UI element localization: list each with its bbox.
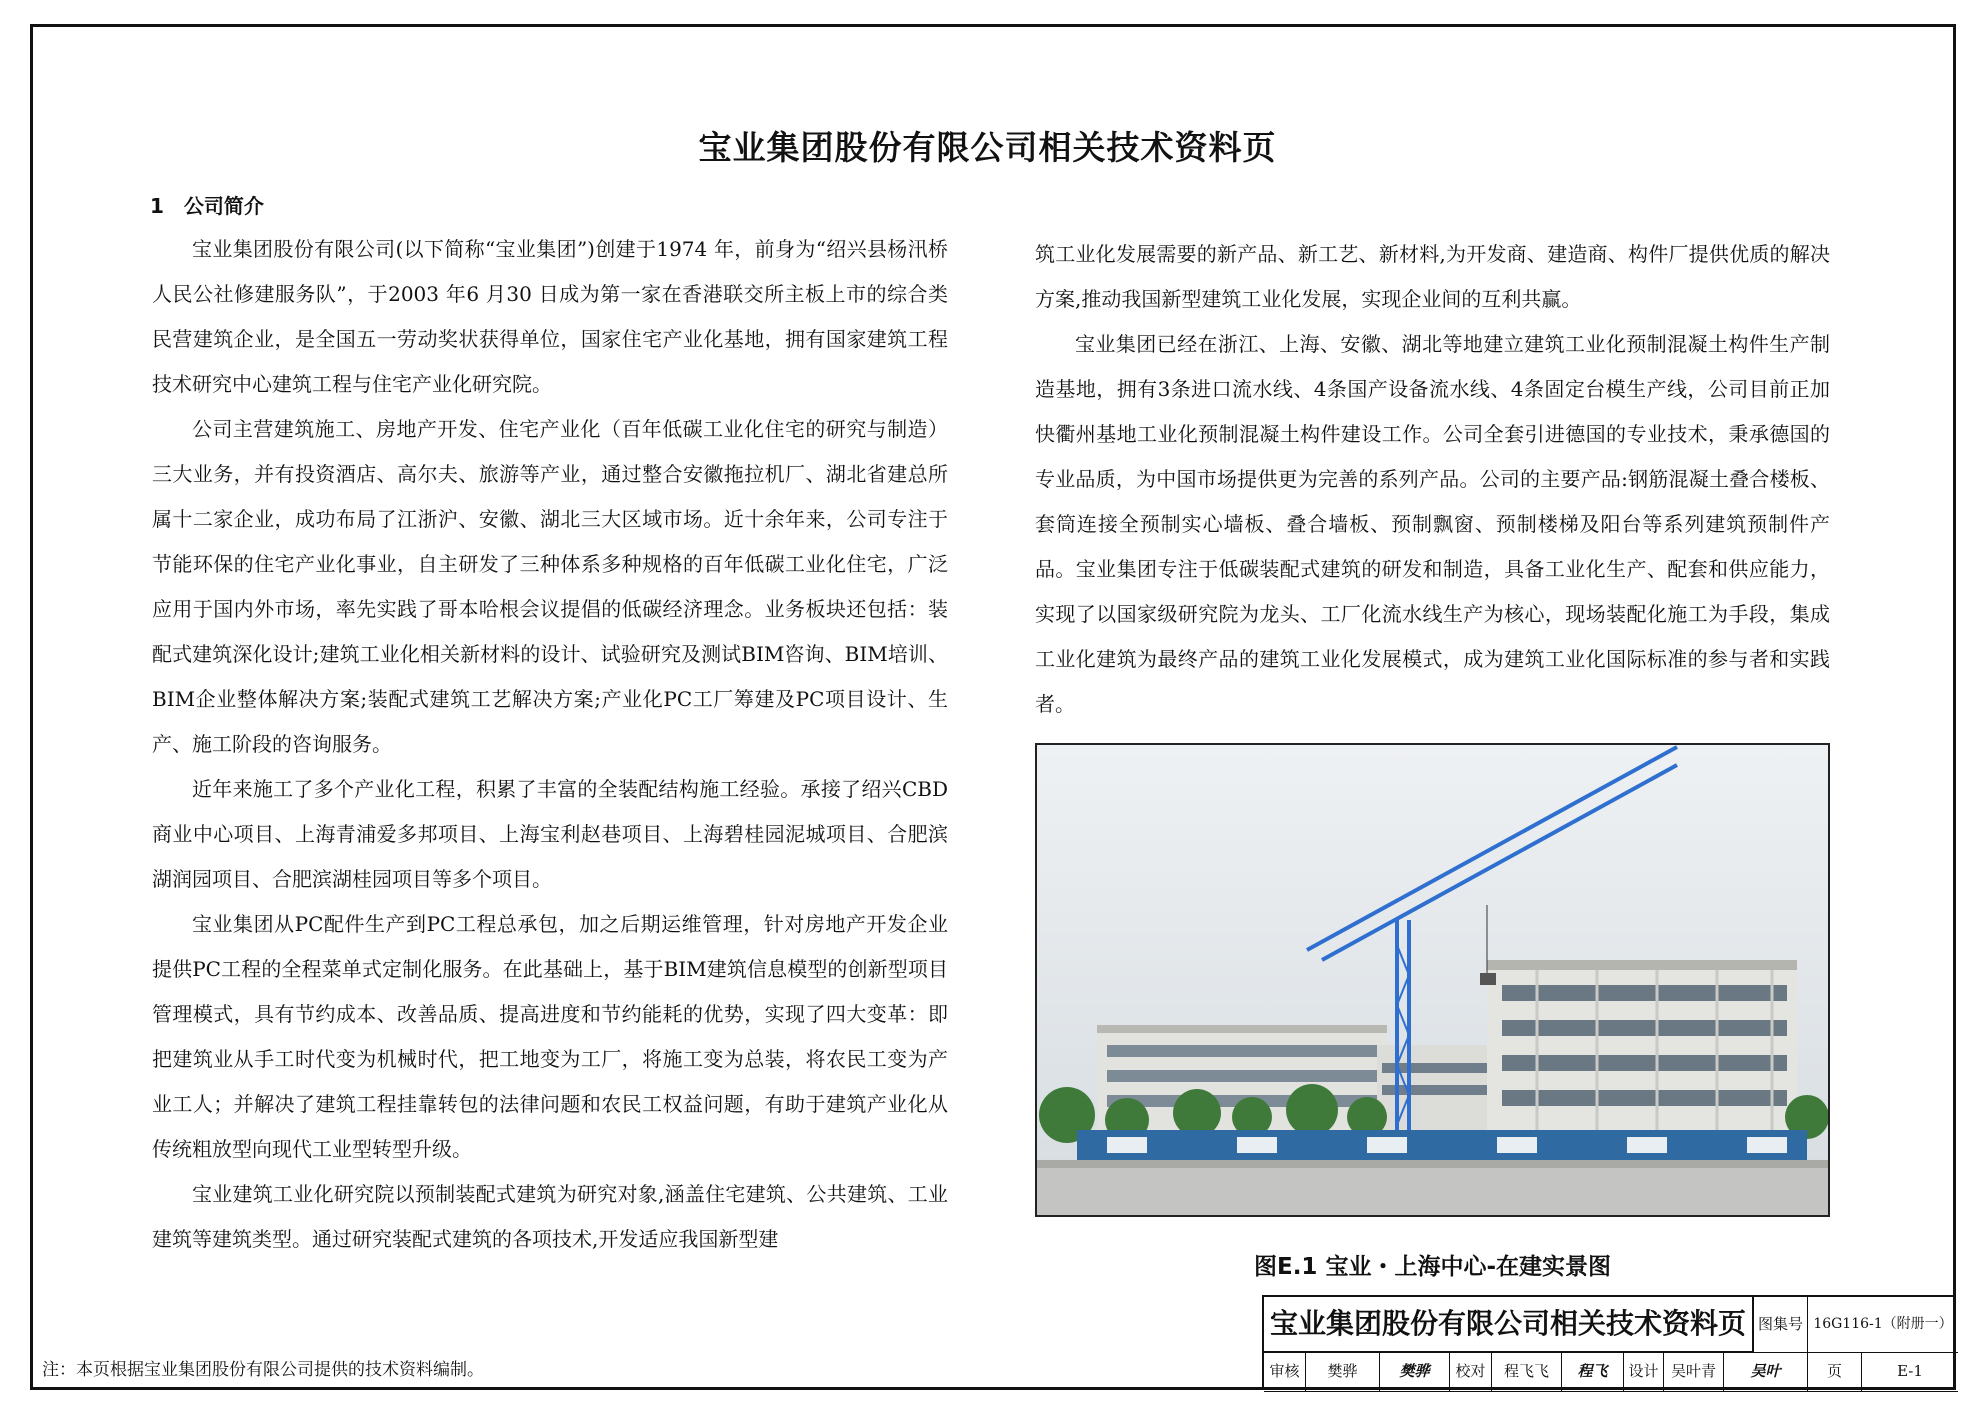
- design-label: 设计: [1624, 1353, 1664, 1392]
- title-block: [1262, 1295, 1956, 1390]
- left-column: [152, 227, 948, 1262]
- atlas-label: 图集号: [1754, 1297, 1808, 1353]
- page-title: 宝业集团股份有限公司相关技术资料页: [698, 128, 1277, 167]
- designer-signature: 吴叶: [1724, 1353, 1808, 1392]
- review-label: 审核: [1264, 1353, 1306, 1392]
- construction-photo: [1035, 743, 1830, 1217]
- check-label: 校对: [1450, 1353, 1492, 1392]
- page-label: 页: [1808, 1353, 1862, 1392]
- paragraph-continuation: 筑工业化发展需要的新产品、新工艺、新材料,为开发商、建造商、构件厂提供优质的解决方案,推动我国新型建筑工业化发展，实现企业间的互利共赢。: [1035, 242, 1830, 311]
- paragraph: 宝业集团股份有限公司(以下简称“宝业集团”)创建于1974 年，前身为“绍兴县杨汛桥人民公社修建服务队”，于2003 年6 月30 日成为第一家在香港联交所主板上市的综合类民营建筑企业，是全国五一劳动奖状获得单位，国家住宅产业化基地，拥有国家建筑工程技术研究中心建筑工程与住宅产业化研究院。: [152, 237, 948, 396]
- right-column: [1035, 232, 1830, 727]
- paragraph: 宝业集团从PC配件生产到PC工程总承包，加之后期运维管理，针对房地产开发企业提供PC工程的全程菜单式定制化服务。在此基础上，基于BIM建筑信息模型的创新型项目管理模式，具有节约成本、改善品质、提高进度和节约能耗的优势，实现了四大变革：即把建筑业从手工时代变为机械时代，把工地变为工厂，将施工变为总装，将农民工变为产业工人；并解决了建筑工程挂靠转包的法律问题和农民工权益问题，有助于建筑产业化从传统粗放型向现代工业型转型升级。: [152, 912, 948, 1161]
- reviewer-name: 樊骅: [1306, 1353, 1380, 1392]
- title-block-title: 宝业集团股份有限公司相关技术资料页: [1264, 1297, 1754, 1353]
- checker-name: 程飞飞: [1492, 1353, 1562, 1392]
- atlas-number: 16G116-1（附册一）: [1808, 1297, 1958, 1353]
- building-image: [1037, 745, 1828, 1215]
- paragraph: 宝业建筑工业化研究院以预制装配式建筑为研究对象,涵盖住宅建筑、公共建筑、工业建筑等建筑类型。通过研究装配式建筑的各项技术,开发适应我国新型建: [152, 1182, 948, 1251]
- checker-signature: 程飞: [1562, 1353, 1624, 1392]
- paragraph: 宝业集团已经在浙江、上海、安徽、湖北等地建立建筑工业化预制混凝土构件生产制造基地，拥有3条进口流水线、4条国产设备流水线、4条固定台模生产线，公司目前正加快衢州基地工业化预制混凝土构件建设工作。公司全套引进德国的专业技术，秉承德国的专业品质，为中国市场提供更为完善的系列产品。公司的主要产品:钢筋混凝土叠合楼板、套筒连接全预制实心墙板、叠合墙板、预制飘窗、预制楼梯及阳台等系列建筑预制件产品。宝业集团专注于低碳装配式建筑的研发和制造，具备工业化生产、配套和供应能力，实现了以国家级研究院为龙头、工厂化流水线生产为核心，现场装配化施工为手段，集成工业化建筑为最终产品的建筑工业化发展模式，成为建筑工业化国际标准的参与者和实践者。: [1035, 332, 1830, 716]
- figure-caption: 图E.1 宝业・上海中心-在建实景图: [1253, 1254, 1611, 1280]
- paragraph: 公司主营建筑施工、房地产开发、住宅产业化（百年低碳工业化住宅的研究与制造）三大业务，并有投资酒店、高尔夫、旅游等产业，通过整合安徽拖拉机厂、湖北省建总所属十二家企业，成功布局了江浙沪、安徽、湖北三大区域市场。近十余年来，公司专注于节能环保的住宅产业化事业，自主研发了三种体系多种规格的百年低碳工业化住宅，广泛应用于国内外市场，率先实践了哥本哈根会议提倡的低碳经济理念。业务板块还包括：装配式建筑深化设计;建筑工业化相关新材料的设计、试验研究及测试BIM咨询、BIM培训、BIM企业整体解决方案;装配式建筑工艺解决方案;产业化PC工厂筹建及PC项目设计、生产、施工阶段的咨询服务。: [152, 417, 948, 756]
- paragraph: 近年来施工了多个产业化工程，积累了丰富的全装配结构施工经验。承接了绍兴CBD商业中心项目、上海青浦爱多邦项目、上海宝利赵巷项目、上海碧桂园泥城项目、合肥滨湖润园项目、合肥滨湖桂园项目等多个项目。: [152, 777, 948, 891]
- section-heading: 1 公司简介: [150, 194, 264, 218]
- page-number: E-1: [1862, 1353, 1958, 1392]
- designer-name: 吴叶青: [1664, 1353, 1724, 1392]
- footnote: 注：本页根据宝业集团股份有限公司提供的技术资料编制。: [42, 1360, 484, 1380]
- reviewer-signature: 樊骅: [1380, 1353, 1450, 1392]
